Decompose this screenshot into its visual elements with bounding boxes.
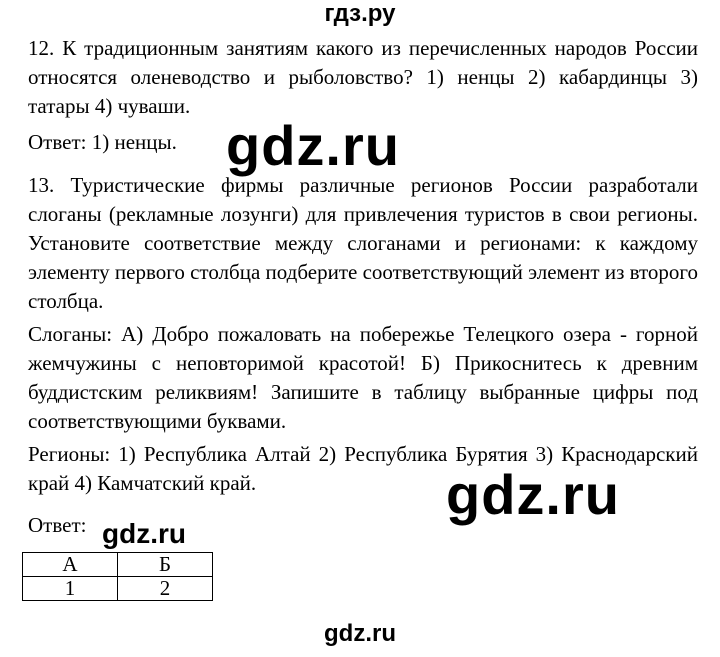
answer-table xyxy=(22,552,213,601)
question-12-text: 12. К традиционным занятиям какого из перечисленных народов России относятся оленеводство и рыболовство? 1) ненцы 2) кабардинцы 3) татары 4) чуваши. xyxy=(28,36,698,118)
question-12-answer: Ответ: 1) ненцы. xyxy=(28,130,177,154)
table-value-cell-b: 2 xyxy=(118,577,213,601)
watermark-gdz-small: gdz.ru xyxy=(102,518,186,549)
question-13-text: 13. Туристические фирмы различные регионов России разработали слоганы (рекламные лозунги) для привлечения туристов в свои регионы. Установите соответствие между слоганами и регионами: к каждому элементу первого столбца подберите соответствующий элемент из второго столбца. xyxy=(28,173,698,313)
question-13-answer-label: Ответ: xyxy=(28,513,87,537)
question-13-slogans: Слоганы: А) Добро пожаловать на побережье Телецкого озера - горной жемчужины с неповторимой красотой! Б) Прикоснитесь к древним буддистским реликвиям! Запишите в таблицу выбранные цифры под соответствующими буквами. xyxy=(28,322,698,433)
watermark-gdz-large-2: gdz.ru xyxy=(446,463,620,526)
table-row xyxy=(23,577,213,601)
table-header-cell-b: Б xyxy=(118,553,213,577)
watermark-gdz-large: gdz.ru xyxy=(226,114,400,177)
site-header: гдз.ру xyxy=(324,0,396,27)
table-row xyxy=(23,553,213,577)
table-header-cell-a: А xyxy=(23,553,118,577)
table-value-cell-a: 1 xyxy=(23,577,118,601)
site-footer: gdz.ru xyxy=(324,620,396,647)
question-13-regions: Регионы: 1) Республика Алтай 2) Республика Бурятия 3) Краснодарский край 4) Камчатский край. xyxy=(28,442,698,495)
